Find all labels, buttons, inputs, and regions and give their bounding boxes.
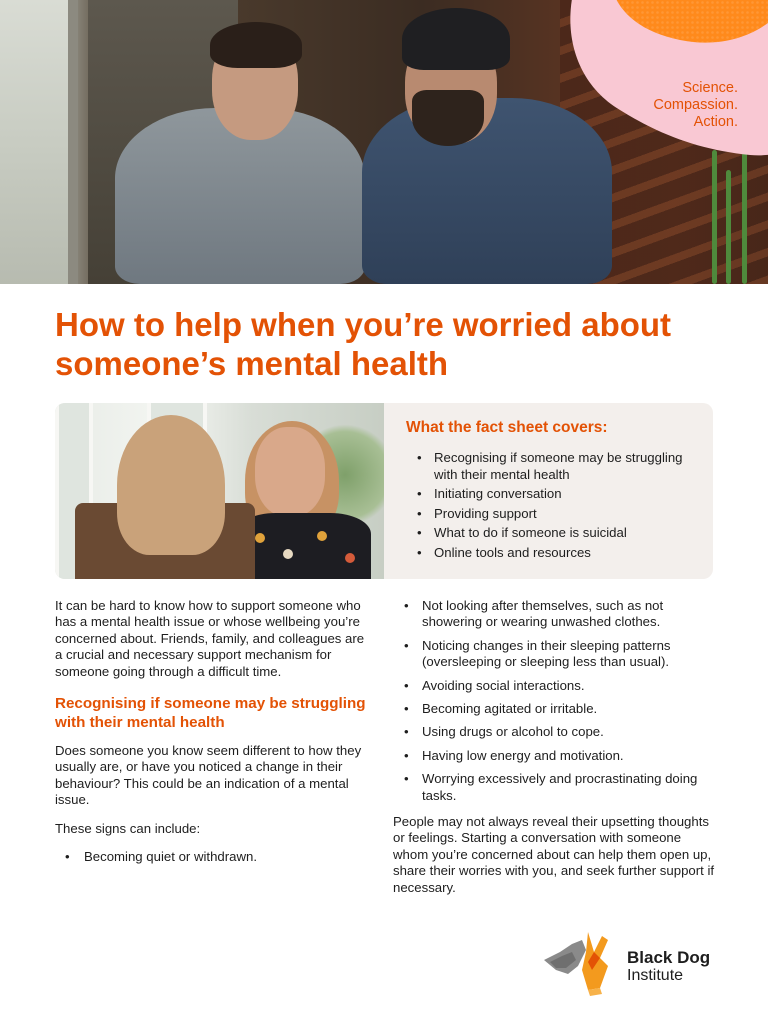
left-column	[55, 598, 370, 872]
floral-dress	[235, 513, 371, 579]
signs-list	[393, 598, 718, 804]
covers-box	[55, 403, 713, 579]
tagline	[653, 80, 738, 131]
man-right-beard	[412, 90, 484, 146]
man-left-hair	[210, 22, 302, 68]
list-item: • Noticing changes in their sleeping patterns (oversleeping or sleeping less than usual).	[393, 638, 718, 671]
beanie	[402, 8, 510, 70]
list-item: • Online tools and resources	[417, 545, 707, 562]
list-item: • Using drugs or alcohol to cope.	[393, 724, 718, 740]
section-heading: Recognising if someone may be struggling with their mental health	[55, 695, 366, 732]
plant-stem	[742, 140, 747, 284]
intro-paragraph: It can be hard to know how to support someone who has a mental health issue or whose wellbeing you’re concerned about. Friends, family, and colleagues are a crucial and necessary support mechanism for someone going through a difficult time.	[55, 598, 365, 679]
plant-stem	[712, 150, 717, 284]
tagline-line: Science.	[682, 80, 738, 96]
flower-pattern	[345, 553, 355, 563]
covers-list	[417, 450, 707, 564]
right-column	[393, 598, 718, 908]
list-item: • Initiating conversation	[417, 486, 707, 503]
list-item: • Having low energy and motivation.	[393, 748, 718, 764]
list-item: • Recognising if someone may be struggling with their mental health	[417, 450, 707, 483]
list-item: • What to do if someone is suicidal	[417, 525, 707, 542]
list-item: • Avoiding social interactions.	[393, 678, 718, 694]
consultation-photo	[55, 403, 384, 579]
closing-paragraph: People may not always reveal their upsetting thoughts or feelings. Starting a conversation with someone whom you’re concerned about can help them open up, share their worries with you, and seek further support if necessary.	[393, 814, 715, 895]
list-item: • Worrying excessively and procrastinating doing tasks.	[393, 771, 718, 804]
list-item: • Becoming quiet or withdrawn.	[55, 849, 370, 865]
body-paragraph: These signs can include:	[55, 820, 201, 836]
person-back-of-head	[117, 415, 225, 555]
flower-pattern	[317, 531, 327, 541]
dog-logo-icon	[542, 926, 622, 996]
list-item: • Providing support	[417, 506, 707, 523]
list-item: • Not looking after themselves, such as not showering or wearing unwashed clothes.	[393, 598, 718, 631]
black-dog-institute-logo	[542, 926, 732, 996]
woman-face	[255, 427, 325, 517]
tagline-line: Action.	[693, 114, 738, 130]
logo-name: Institute	[627, 967, 684, 984]
plant-stem	[726, 170, 731, 284]
window	[0, 0, 78, 284]
logo-name: Black Dog	[627, 948, 711, 967]
flower-pattern	[255, 533, 265, 543]
covers-heading: What the fact sheet covers:	[406, 419, 608, 436]
signs-list	[55, 849, 370, 865]
flower-pattern	[283, 549, 293, 559]
tagline-line: Compassion.	[653, 97, 738, 113]
page-title: How to help when you’re worried about someone’s mental health	[55, 306, 672, 382]
list-item: • Becoming agitated or irritable.	[393, 701, 718, 717]
body-paragraph: Does someone you know seem different to how they usually are, or have you noticed a change in their behaviour? This could be an indication of a mental issue.	[55, 743, 362, 808]
